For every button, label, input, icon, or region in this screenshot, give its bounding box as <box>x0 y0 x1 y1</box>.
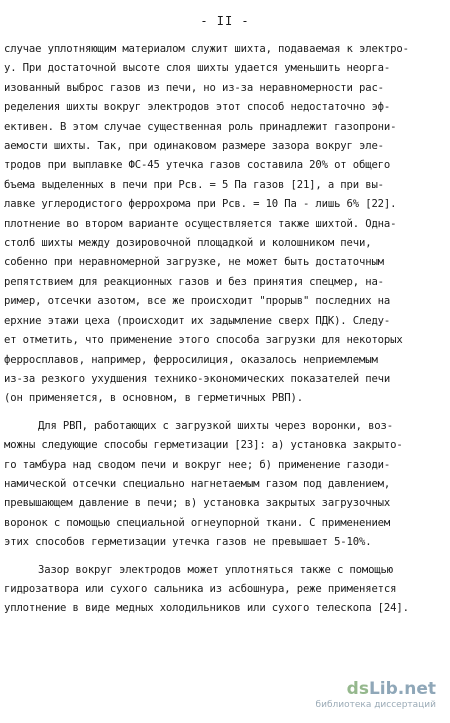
watermark-logo-rest: Lib.net <box>368 679 436 699</box>
text-line: ример, отсечки азотом, все же происходит "прорыв" последних на <box>4 295 391 308</box>
text-line: у. При достаточной высоте слоя шихты удается уменьшить неорга- <box>4 62 391 75</box>
text-line: бъема выделенных в печи при Pсв. = 5 Па газов [21], а при вы- <box>4 178 384 191</box>
text-line: Для РВП, работающих с загрузкой шихты через воронки, воз- <box>38 419 393 432</box>
watermark-logo-ds: ds <box>346 679 369 699</box>
text-line: аемости шихты. Так, при одинаковом размере зазора вокруг эле- <box>4 140 384 153</box>
page-number: - II - <box>200 14 250 28</box>
text-line: можны следующие способы герметизации [23]: а) установка закрыто- <box>4 439 403 452</box>
text-line: уплотнение в виде медных холодильников или сухого телескопа [24]. <box>4 602 409 615</box>
text-line: изованный выброс газов из печи, но из-за неравномерности рас- <box>4 81 384 94</box>
text-line: плотнение во втором варианте осуществляется также шихтой. Одна- <box>4 217 397 230</box>
text-line: превышающем давление в печи; в) установка закрытых загрузочных <box>4 497 391 510</box>
watermark <box>316 679 436 713</box>
text-line: ет отметить, что применение этого способа загрузки для некоторых <box>4 334 403 347</box>
paragraph-3 <box>4 561 446 619</box>
text-line: (он применяется, в основном, в герметичных РВП). <box>4 392 303 405</box>
text-line: ерхние этажи цеха (происходит их задымление сверх ПДК). Следу- <box>4 314 391 327</box>
text-line: го тамбура над сводом печи и вокруг нее; б) применение газоди- <box>4 458 391 471</box>
text-line: собенно при неравномерной загрузке, не может быть достаточным <box>4 256 384 269</box>
text-line: воронок с помощью специальной огнеупорной ткани. С применением <box>4 516 391 529</box>
text-line: случае уплотняющим материалом служит шихта, подаваемая к электро- <box>4 43 409 55</box>
paragraph-2 <box>4 417 446 553</box>
text-line: ределения шихты вокруг электродов этот способ недостаточно эф- <box>4 101 391 114</box>
text-line: из-за резкого ухудшения технико-экономических показателей печи <box>4 372 391 385</box>
watermark-subtitle: библиотека диссертаций <box>315 700 436 710</box>
text-body <box>4 40 446 619</box>
text-line: столб шихты между дозировочной площадкой и колошником печи, <box>4 237 372 250</box>
text-line: гидрозатвора или сухого сальника из асбошнура, реже применяется <box>4 582 397 595</box>
text-line: намической отсечки специально нагнетаемым газом под давлением, <box>4 477 391 490</box>
text-line: этих способов герметизации утечка газов не превышает 5-10%. <box>4 536 372 549</box>
text-line: репятствием для реакционных газов и без принятия спецмер, на- <box>4 275 384 288</box>
watermark-logo <box>347 679 436 699</box>
text-line: ферросплавов, например, ферросилиция, оказалось неприемлемым <box>4 353 378 366</box>
paragraph-1 <box>4 40 446 409</box>
text-line: Зазор вокруг электродов может уплотняться также с помощью <box>38 563 393 576</box>
text-line: тродов при выплавке ФС-45 утечка газов составила 20% от общего <box>4 159 391 172</box>
text-line: ективен. В этом случае существенная роль принадлежит газопрони- <box>4 120 397 133</box>
text-line: лавке углеродистого феррохрома при Pсв. = 10 Па - лишь 6% [22]. <box>4 198 397 211</box>
